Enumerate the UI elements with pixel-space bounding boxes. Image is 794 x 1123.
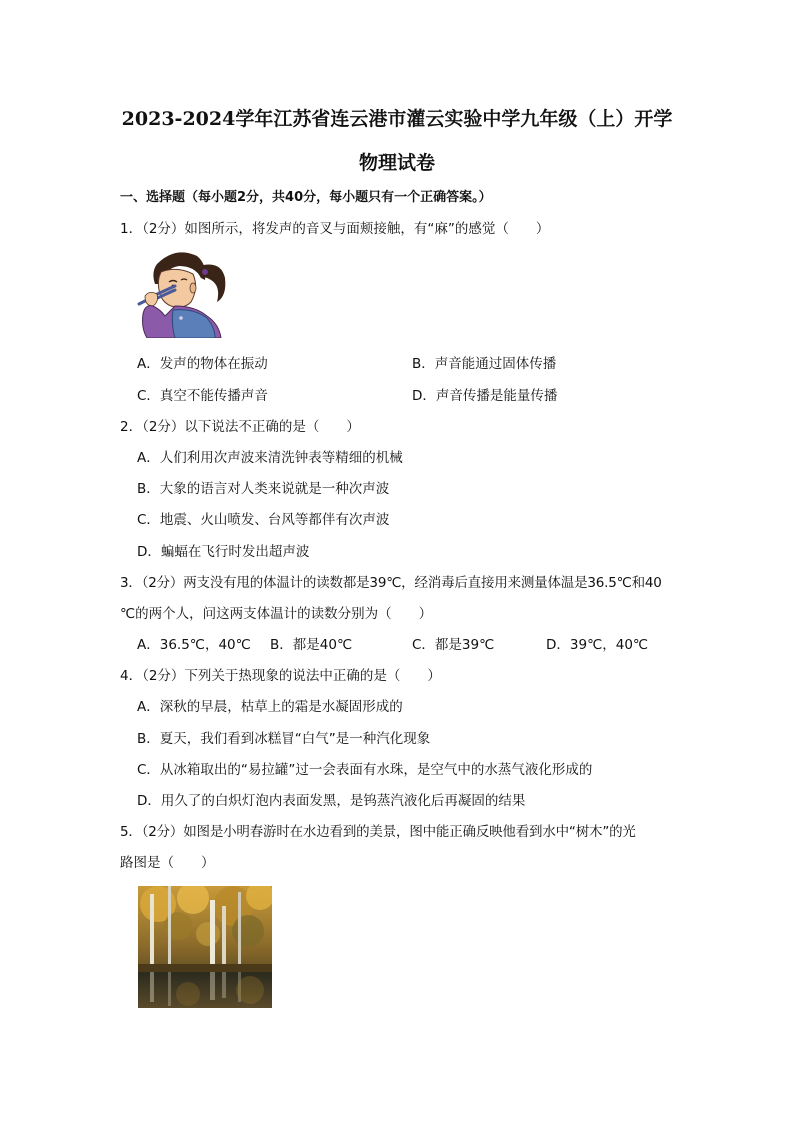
q4-option-b[interactable]: B．夏天，我们看到冰糕冒“白气”是一种汽化现象 xyxy=(137,731,431,747)
q4-option-c[interactable]: C．从冰箱取出的“易拉罐”过一会表面有水珠，是空气中的水蒸气液化形成的 xyxy=(137,762,593,778)
section-heading: 一、选择题（每小题2分，共40分，每小题只有一个正确答案。） xyxy=(120,190,492,205)
q3-option-d[interactable]: D．39℃，40℃ xyxy=(546,637,649,653)
waterside-trees-photo xyxy=(138,886,272,1008)
q2-option-b[interactable]: B．大象的语言对人类来说就是一种次声波 xyxy=(137,481,390,497)
q2-option-c[interactable]: C．地震、火山喷发、台风等都伴有次声波 xyxy=(137,512,390,528)
q1-option-d[interactable]: D．声音传播是能量传播 xyxy=(412,388,558,404)
q5-stem-line1: 5．（2分）如图是小明春游时在水边看到的美景，图中能正确反映他看到水中“树木”的光 xyxy=(120,824,636,840)
q1-option-a[interactable]: A．发声的物体在振动 xyxy=(137,356,268,372)
q3-option-b[interactable]: B．都是40℃ xyxy=(270,637,353,653)
q3-stem-line2: ℃的两个人，问这两支体温计的读数分别为（ ） xyxy=(120,606,433,622)
q4-option-d[interactable]: D．用久了的白炽灯泡内表面发黑，是钨蒸汽液化后再凝固的结果 xyxy=(137,793,526,809)
exam-title-line2: 物理试卷 xyxy=(358,152,435,174)
girl-tuning-fork-figure xyxy=(135,244,231,338)
q1-stem: 1．（2分）如图所示，将发声的音叉与面颊接触，有“麻”的感觉（ ） xyxy=(120,221,550,237)
q2-option-a[interactable]: A．人们利用次声波来清洗钟表等精细的机械 xyxy=(137,450,403,466)
q1-option-c[interactable]: C．真空不能传播声音 xyxy=(137,388,268,404)
q4-option-a[interactable]: A．深秋的早晨，枯草上的霜是水凝固形成的 xyxy=(137,699,403,715)
q2-option-d[interactable]: D．蝙蝠在飞行时发出超声波 xyxy=(137,544,310,560)
q3-option-c[interactable]: C．都是39℃ xyxy=(412,637,495,653)
q2-stem: 2．（2分）以下说法不正确的是（ ） xyxy=(120,419,360,435)
exam-title-line1: 2023-2024学年江苏省连云港市灌云实验中学九年级（上）开学 xyxy=(121,108,673,130)
q1-option-b[interactable]: B．声音能通过固体传播 xyxy=(412,356,557,372)
q4-stem: 4．（2分）下列关于热现象的说法中正确的是（ ） xyxy=(120,668,441,684)
q3-option-a[interactable]: A．36.5℃，40℃ xyxy=(137,637,251,653)
q5-stem-line2: 路图是（ ） xyxy=(120,855,215,871)
q3-stem-line1: 3．（2分）两支没有甩的体温计的读数都是39℃，经消毒后直接用来测量体温是36.5℃和40 xyxy=(120,575,662,591)
